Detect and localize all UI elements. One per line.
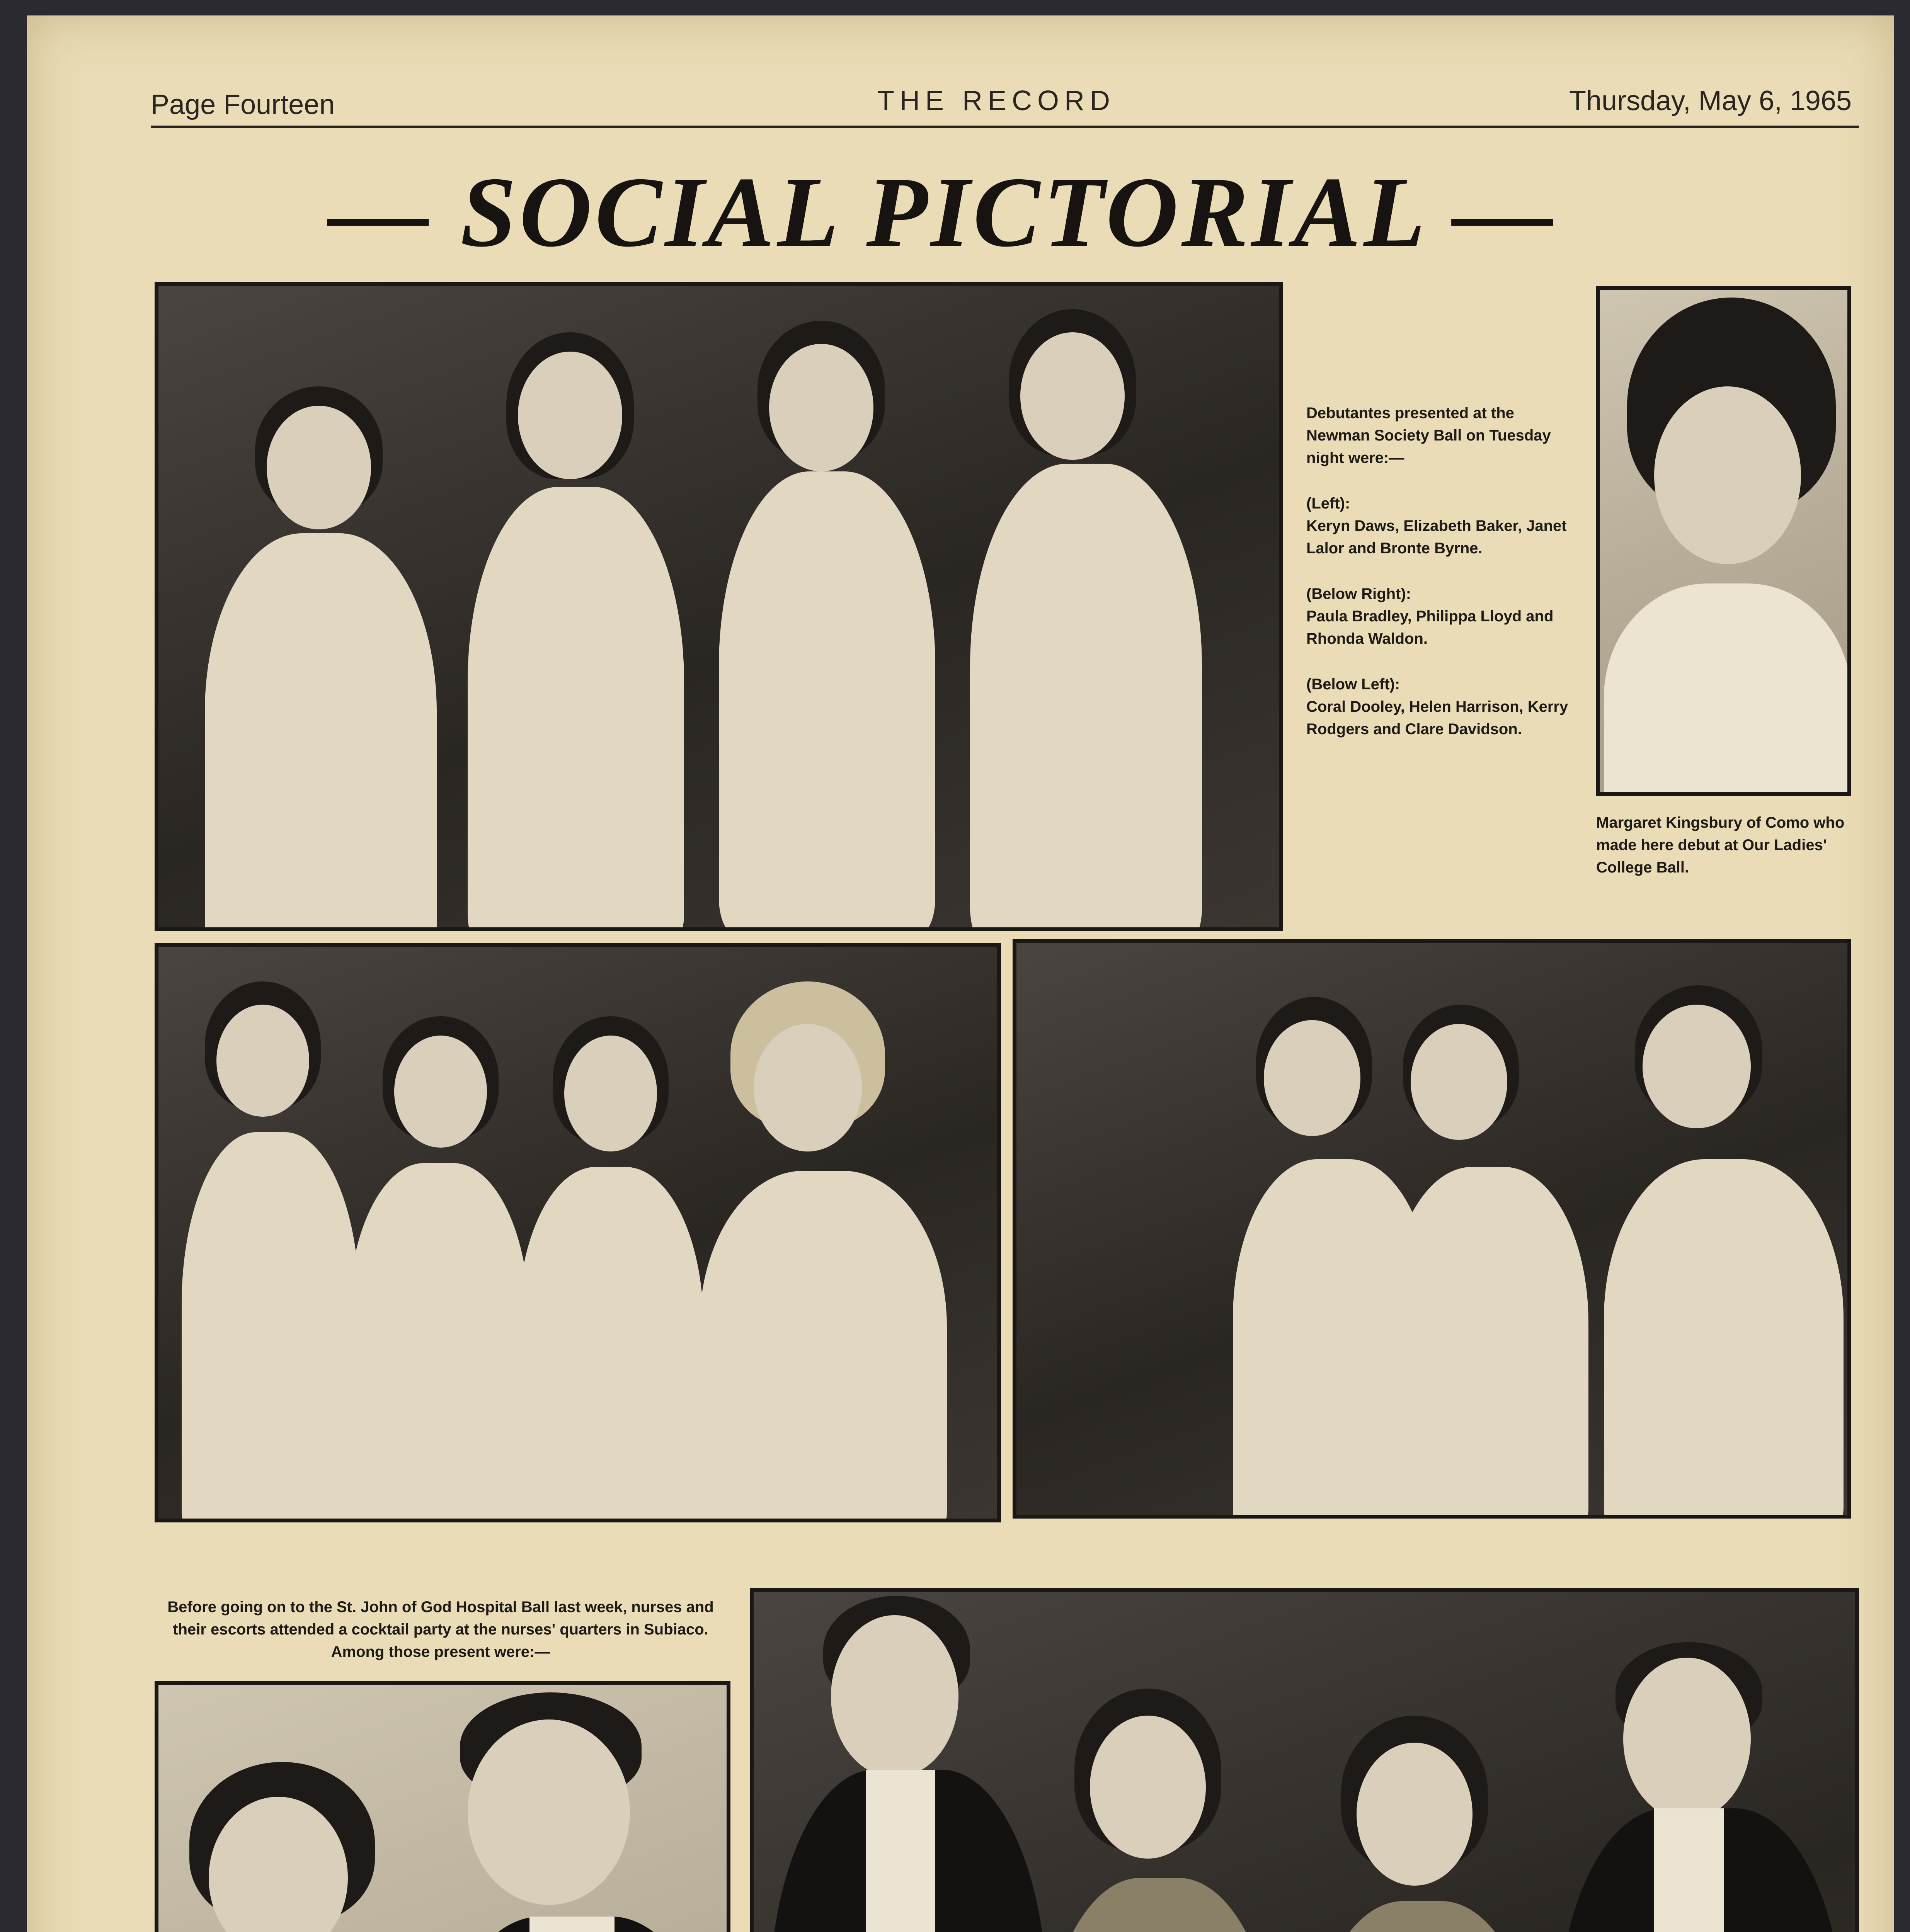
page-title: — SOCIAL PICTORIAL — — [329, 156, 1557, 268]
nurses-intro-caption: Before going on to the St. John of God Hospital Ball last week, nurses and their escorts attended a cocktail party at the nurses' quarters in Subiaco. Among those present were:— — [167, 1599, 714, 1660]
below-left-names: Coral Dooley, Helen Harrison, Kerry Rodgers and Clare Davidson. — [1306, 698, 1568, 738]
photo-debutantes-left — [155, 282, 1283, 931]
photo-peter-joan-rosemary-mike — [750, 1588, 1859, 1932]
photo-anne-brian — [155, 1681, 730, 1932]
debutantes-caption — [1306, 402, 1577, 764]
margaret-caption: Margaret Kingsbury of Como who made here debut at Our Ladies' College Ball. — [1596, 814, 1845, 876]
below-left-label: (Below Left): — [1306, 676, 1400, 693]
below-right-names: Paula Bradley, Philippa Lloyd and Rhonda Waldon. — [1306, 608, 1554, 647]
left-label: (Left): — [1306, 495, 1350, 512]
below-right-label: (Below Right): — [1306, 585, 1411, 602]
newspaper-name: THE RECORD — [877, 85, 1116, 116]
newspaper-page — [27, 15, 1894, 1932]
header-rule — [151, 126, 1859, 128]
debutantes-intro: Debutantes presented at the Newman Society Ball on Tuesday night were:— — [1306, 405, 1551, 466]
photo-debutantes-below-left — [155, 943, 1001, 1522]
photo-debutantes-below-right — [1013, 939, 1851, 1519]
issue-date: Thursday, May 6, 1965 — [1569, 85, 1852, 116]
left-names: Keryn Daws, Elizabeth Baker, Janet Lalor and Bronte Byrne. — [1306, 517, 1567, 557]
page-number: Page Fourteen — [151, 89, 335, 120]
photo-margaret-kingsbury — [1596, 286, 1851, 796]
